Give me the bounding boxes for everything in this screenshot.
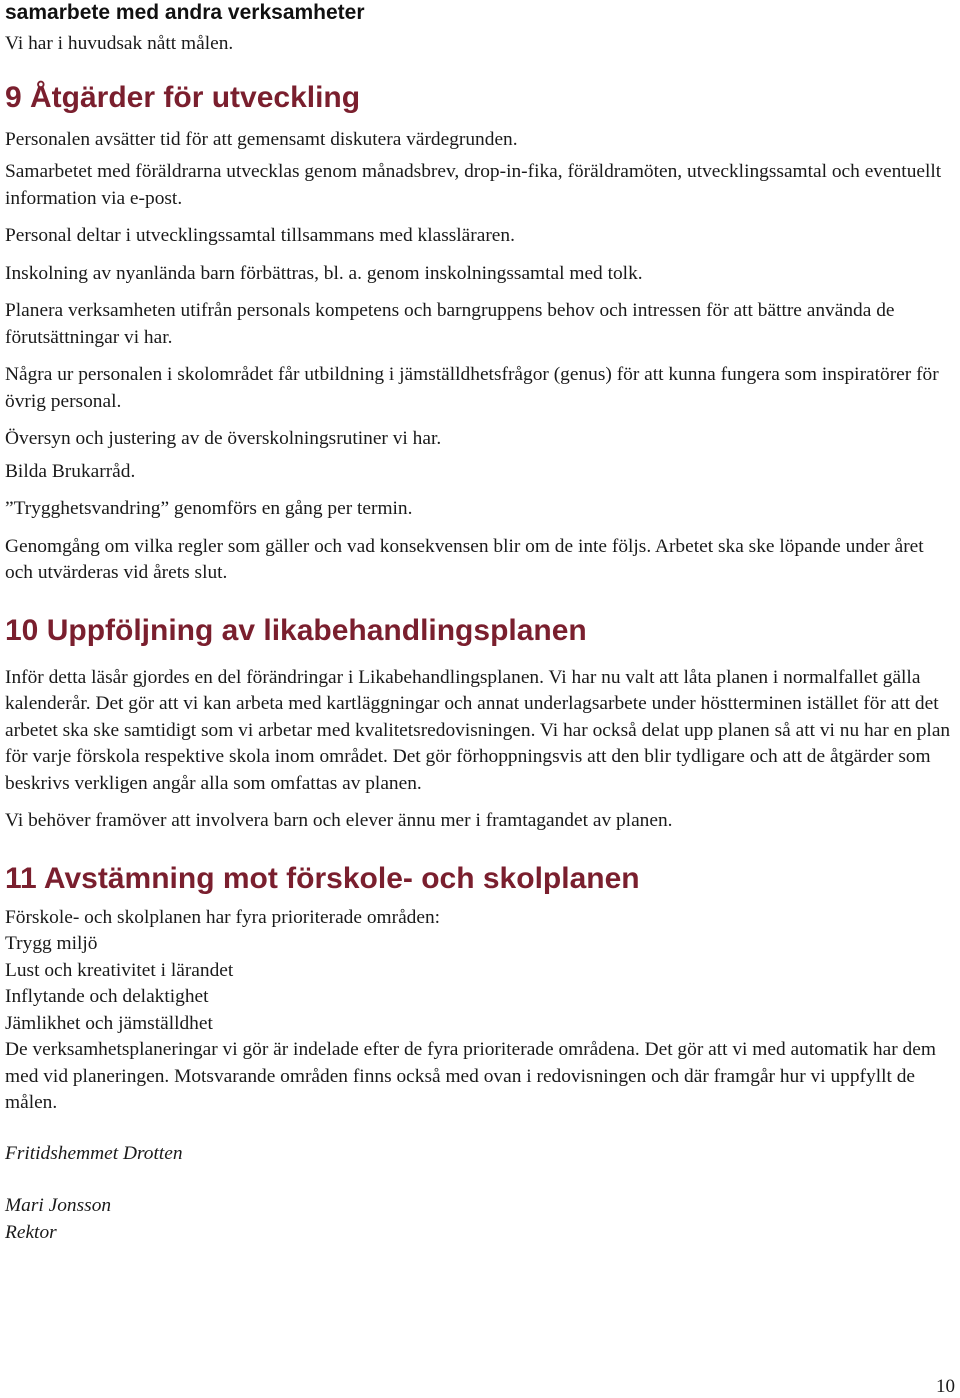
section-9-item: Personal deltar i utvecklingssamtal tillsammans med klassläraren. [5,225,515,246]
section-9-item: Samarbetet med föräldrarna utvecklas genom månadsbrev, drop-in-fika, föräldramöten, utvecklingssamtal och eventuellt information via e-post. [5,161,942,209]
section-9-item: Genomgång om vilka regler som gäller och vad konsekvensen blir om de inte följs. Arbetet ska ske löpande under året och utvärderas vid årets slut. [5,535,924,583]
section-9-item: Personalen avsätter tid för att gemensamt diskutera värdegrunden. [5,128,518,150]
signature-org: Fritidshemmet Drotten [5,1142,183,1164]
section-10-paragraph: Inför detta läsår gjordes en del förändringar i Likabehandlingsplanen. Vi har nu valt att låta planen i normalfallet gälla kalenderår. Det gör att vi kan arbeta med kartläggningar och annat underlagsarbete under höstterminen istället för att det arbetet ska ske samtidigt som vi arbetar med kvalitetsredovisningen. Vi har också delat upp planen så att vi nu har en plan för varje förskola respektive skola inom området. Det gör förhoppningsvis att den blir tydligare och att de åtgärder som beskrivs verkligen angår alla som omfattas av planen. [5,666,951,794]
section-11-closing: De verksamhetsplaneringar vi gör är indelade efter de fyra prioriterade områdena. Det gör att vi med automatik har dem med vid planeringen. Motsvarande områden finns också med ovan i redovisningen och där framgår hur vi uppfyllt de målen. [5,1039,936,1113]
section-9-item: Översyn och justering av de överskolningsrutiner vi har. [5,428,442,449]
section-9-title: 9 Åtgärder för utveckling [5,80,361,114]
document-page [5,0,955,1246]
section-9-item: Några ur personalen i skolområdet får utbildning i jämställdhetsfrågor (genus) för att kunna fungera som inspiratörer för övrig personal. [5,364,939,412]
section-11-intro: Förskole- och skolplanen har fyra prioriterade områden: [5,906,441,928]
section-9-item: Bilda Brukarråd. [5,460,136,482]
priority-area: Lust och kreativitet i lärandet [5,959,234,981]
priority-area: Trygg miljö [5,933,98,954]
signature-name: Mari Jonsson [5,1195,112,1216]
signature-role: Rektor [5,1221,57,1243]
section-9-item: Inskolning av nyanlända barn förbättras, bl. a. genom inskolningssamtal med tolk. [5,262,643,284]
page-number: 10 [936,1376,955,1397]
priority-area: Inflytande och delaktighet [5,986,209,1007]
section-9-item: Planera verksamheten utifrån personals kompetens och barngruppens behov och intressen för att bättre använda de förutsättningar vi har. [5,300,895,348]
section-9-item: ”Trygghetsvandring” genomförs en gång per termin. [5,498,413,519]
status-text: Vi har i huvudsak nått målen. [5,33,234,54]
priority-area: Jämlikhet och jämställdhet [5,1012,213,1034]
section-11-title: 11 Avstämning mot förskole- och skolplanen [5,861,640,895]
subsection-heading: samarbete med andra verksamheter [5,1,365,24]
section-10-paragraph: Vi behöver framöver att involvera barn och elever ännu mer i framtagandet av planen. [5,810,673,831]
section-10-title: 10 Uppföljning av likabehandlingsplanen [5,613,587,647]
